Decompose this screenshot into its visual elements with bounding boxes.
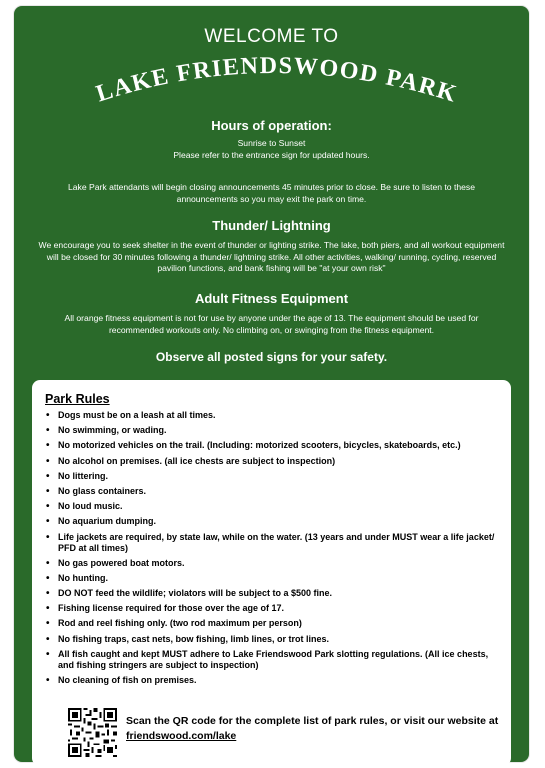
rule-item: • No swimming, or wading. [45, 425, 505, 436]
rule-item: • No fishing traps, cast nets, bow fishing, limb lines, or trot lines. [45, 634, 505, 645]
welcome-text: WELCOME TO [204, 26, 339, 47]
observe-signs-text: Observe all posted signs for your safety. [155, 350, 388, 364]
thunder-heading: Thunder/ Lightning [212, 218, 331, 233]
rule-item: • No gas powered boat motors. [45, 558, 505, 569]
rule-item: • No glass containers. [45, 486, 505, 497]
fitness-heading: Adult Fitness Equipment [194, 291, 349, 306]
rule-item: • Dogs must be on a leash at all times. [45, 410, 505, 421]
rule-item: • No alcohol on premises. (all ice chests are subject to inspection) [45, 456, 505, 467]
rule-item: • No cleaning of fish on premises. [45, 675, 505, 686]
rule-item: • All fish caught and kept MUST adhere to Lake Friendswood Park slotting regulations. (All ice chests, and fishing stringers are subject to inspection) [45, 649, 505, 671]
rule-item: • No motorized vehicles on the trail. (Including: motorized scooters, bicycles, skateboards, etc.) [45, 440, 505, 451]
rule-item: • No aquarium dumping. [45, 516, 505, 527]
park-rules-panel [32, 380, 511, 766]
closing-notice: Lake Park attendants will begin closing announcements 45 minutes prior to close. Be sure to listen to these announcements so you may exit the park on time. [67, 182, 475, 204]
rule-item: • No littering. [45, 471, 505, 482]
hours-heading: Hours of operation: [211, 118, 332, 133]
park-sign [14, 6, 529, 762]
rule-item: • No loud music. [45, 501, 505, 512]
rule-item: • Fishing license required for those over the age of 17. [45, 603, 505, 614]
website-link[interactable]: friendswood.com/lake [126, 730, 237, 742]
thunder-text: We encourage you to seek shelter in the event of thunder or lighting strike. The lake, both piers, and all workout equipment will be closed for 30 minutes following a thunder/ lightning strike. All other activities, walking/ running, cycling, reserved pavilion functions, and bank fishing will be "at your own risk" [38, 240, 505, 273]
rule-item: • No hunting. [45, 573, 505, 584]
svg-text:LAKE FRIENDSWOOD PARK [93, 53, 461, 108]
hours-line-2: Please refer to the entrance sign for updated hours. [173, 150, 370, 160]
park-name: LAKE FRIENDSWOOD PARK [93, 52, 461, 109]
park-rules-title: Park Rules [45, 392, 110, 406]
rule-item: • DO NOT feed the wildlife; violators will be subject to a $500 fine. [45, 588, 505, 599]
qr-instructions [126, 714, 506, 744]
rule-item: • Rod and reel fishing only. (two rod maximum per person) [45, 618, 505, 629]
qr-instructions-text: Scan the QR code for the complete list of park rules, or visit our website at [126, 715, 499, 727]
fitness-text: All orange fitness equipment is not for use by anyone under the age of 13. The equipment should be used for recommended workouts only. No climbing on, or swinging from the fitness equipment. [64, 313, 479, 335]
hours-line-1: Sunrise to Sunset [237, 138, 306, 148]
rule-item: • Life jackets are required, by state law, while on the water. (13 years and under MUST wear a life jacket/ PFD at all times) [45, 532, 505, 554]
park-rules-list [45, 410, 505, 690]
qr-code-icon[interactable] [68, 708, 117, 757]
